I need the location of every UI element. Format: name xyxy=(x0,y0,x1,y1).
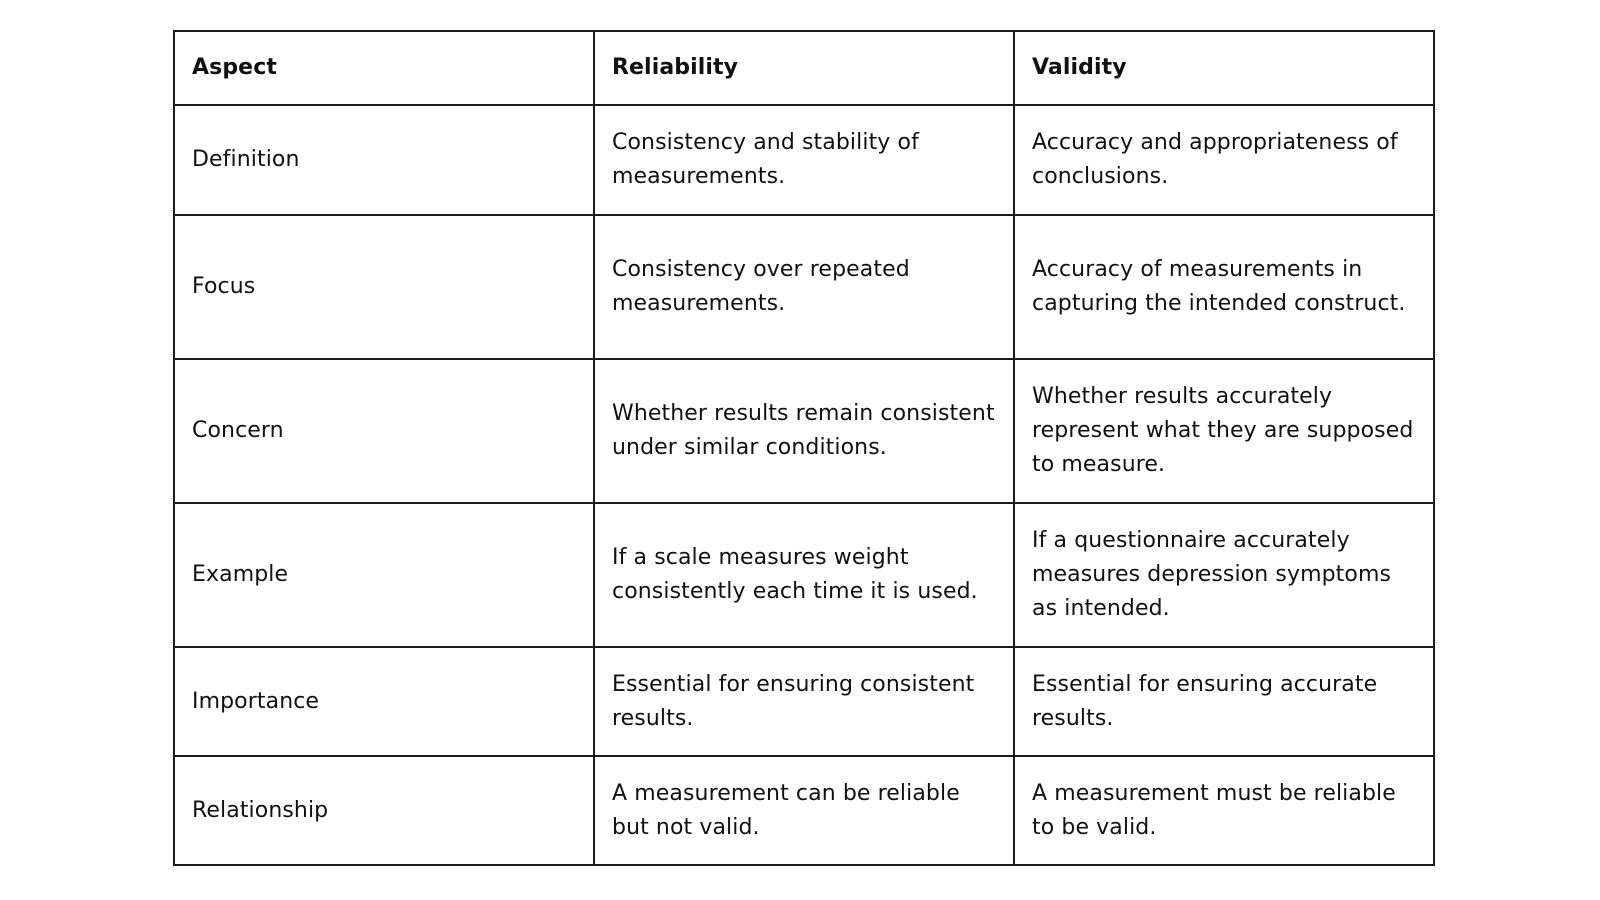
table-row xyxy=(174,503,1434,647)
table-row xyxy=(174,105,1434,215)
cell-aspect: Importance xyxy=(174,647,594,756)
table-row xyxy=(174,647,1434,756)
header-aspect: Aspect xyxy=(174,31,594,105)
cell-reliability: Consistency and stability of measurements. xyxy=(594,105,1014,215)
header-reliability: Reliability xyxy=(594,31,1014,105)
table-row xyxy=(174,756,1434,865)
cell-reliability: Whether results remain consistent under similar conditions. xyxy=(594,359,1014,503)
cell-reliability: If a scale measures weight consistently each time it is used. xyxy=(594,503,1014,647)
cell-aspect: Concern xyxy=(174,359,594,503)
cell-validity: Whether results accurately represent what they are supposed to measure. xyxy=(1014,359,1434,503)
cell-validity: A measurement must be reliable to be valid. xyxy=(1014,756,1434,865)
cell-aspect: Relationship xyxy=(174,756,594,865)
cell-validity: If a questionnaire accurately measures depression symptoms as intended. xyxy=(1014,503,1434,647)
header-validity: Validity xyxy=(1014,31,1434,105)
cell-aspect: Example xyxy=(174,503,594,647)
table-header-row xyxy=(174,31,1434,105)
cell-aspect: Focus xyxy=(174,215,594,359)
table-row xyxy=(174,359,1434,503)
cell-reliability: Consistency over repeated measurements. xyxy=(594,215,1014,359)
table-row xyxy=(174,215,1434,359)
cell-validity: Essential for ensuring accurate results. xyxy=(1014,647,1434,756)
comparison-table-container xyxy=(173,30,1434,866)
cell-reliability: A measurement can be reliable but not valid. xyxy=(594,756,1014,865)
cell-validity: Accuracy and appropriateness of conclusions. xyxy=(1014,105,1434,215)
comparison-table xyxy=(173,30,1435,866)
cell-reliability: Essential for ensuring consistent results. xyxy=(594,647,1014,756)
cell-validity: Accuracy of measurements in capturing the intended construct. xyxy=(1014,215,1434,359)
cell-aspect: Definition xyxy=(174,105,594,215)
